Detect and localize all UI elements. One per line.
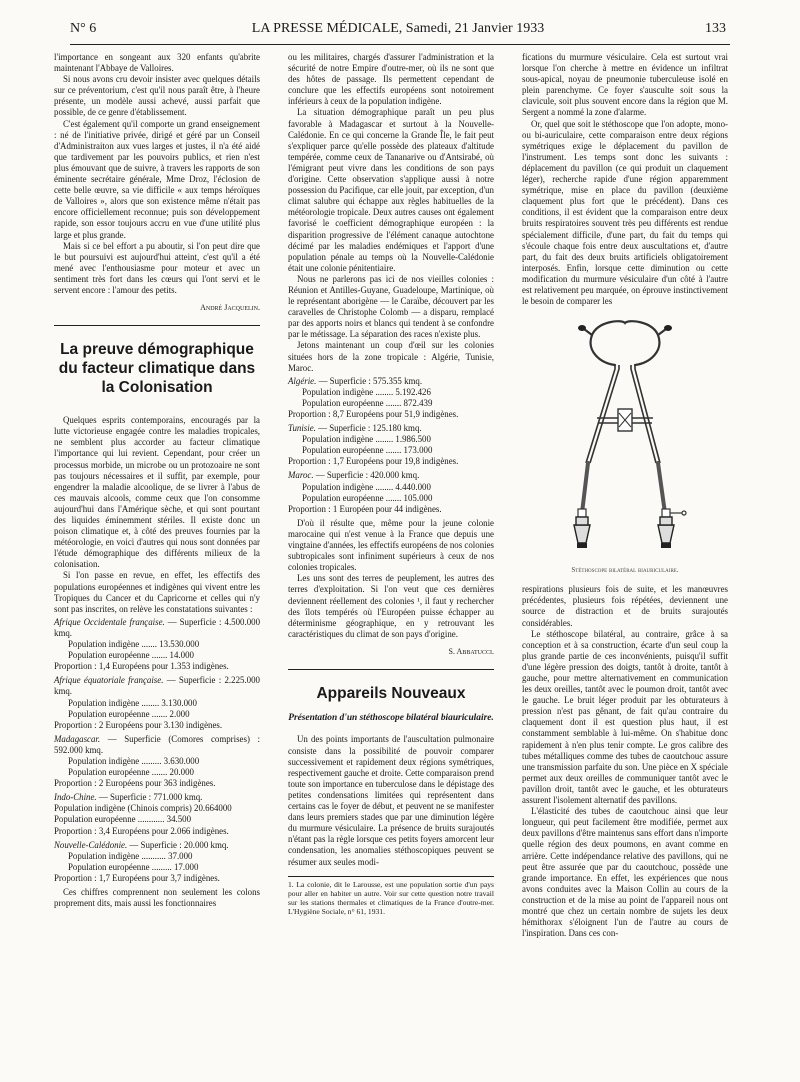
stat-name: Tunisie. (288, 423, 316, 434)
stat-european: Population européenne ....... 20.000 (68, 767, 194, 778)
stat-indigenous: Population indigène (Chinois compris) 20.664000 (54, 803, 232, 814)
paragraph: D'où il résulte que, même pour la jeune colonie marocaine qui n'est venue à la France que depuis une vingtaine d'années, les effectifs européens de nos colonies subtropicales sont infiniment supérieurs à ceux de nos colonies tropicales. (288, 517, 494, 573)
stat-european: Population européenne ....... 872.439 (302, 397, 433, 408)
paragraph: Le stéthoscope bilatéral, au contraire, grâce à sa conception et à sa construction, écarte d'un seul coup la plus grande partie de ces inconvénients, puisqu'il suffit d'une légère pression des doigts, tantôt à droite, tantôt à gauche, pour mettre alternativement en communication les deux oreilles, tantôt avec le poumon droit, tantôt avec le gauche. Le bruit léger produit par les obturateurs à pression n'est pas gênant, de fait qu'au contraire du claquement dont il est question plus haut, il est constamment semblable à lui-même. On s'habitue donc rapidement à n'en plus tenir compte. Le gros calibre des tubes métalliques comme des tubes de caoutchouc assure une transmission parfaite du son. Une pièce en X spéciale permet aux deux oreilles de communiquer tantôt avec le pavillon droit, tantôt avec le gauche, et les obturateurs assurent l'isolement alternatif des pavillons. (522, 628, 728, 806)
paragraph: Si nous avons cru devoir insister avec quelques détails sur ce préventorium, c'est qu'il nous paraît être, à l'heure présente, un modèle aussi achevé, aussi parfait que possible, de ce genre d'établissement. (54, 74, 260, 118)
article-subtitle: Présentation d'un stéthoscope bilatéral biauriculaire. (288, 712, 494, 723)
stat-area: — Superficie : 20.000 kmq. (127, 839, 229, 850)
stat-proportion: Proportion : 1,4 Européens pour 1.353 indigènes. (54, 661, 229, 672)
stat-area: — Superficie : 771.000 kmq. (96, 792, 203, 803)
column-right (522, 52, 728, 939)
stat-european: Population européenne ....... 173.000 (302, 445, 433, 456)
author-signature: S. Abbatucci. (448, 646, 494, 656)
journal-title: LA PRESSE MÉDICALE, Samedi, 21 Janvier 1933 (251, 21, 545, 36)
paragraph: La situation démographique paraît un peu plus favorable à Madagascar et surtout à la Nouvelle-Calédonie. En ce qui concerne la Grande Île, le fait peut s'expliquer parce qu'elle possède des plateaux d'altitude tempérée, comme ceux de Tananarive ou d'Antsirabé, où l'émigrant peut vivre dans les conditions de son pays d'origine. Cette observation s'applique aussi à notre possession du Pacifique, car elle jouit, par exception, d'un climat salubre qui échappe aux règles habituelles de la météorologie tropicale. Deux autres causes ont également favorisé le coefficient démographique européen : la disparition progressive de l'élément canaque autochtone décimé par les maladies endémiques et l'apport d'une population pénale au temps où la Nouvelle-Calédonie était une colonie pénitentiaire. (288, 107, 494, 273)
paragraph: Ces chiffres comprennent non seulement les colons proprement dits, mais aussi les fonctionnaires (54, 887, 260, 909)
paragraph: Si l'on passe en revue, en effet, les effectifs des populations européennes et indigènes qui vivent entre les Tropiques du Cancer et du Capricorne et celles qui n'y sont pas inscrites, on relève les constatations suivantes : (54, 570, 260, 614)
paragraph: Mais si ce bel effort a pu aboutir, si l'on peut dire que le but poursuivi est aujourd'hui atteint, c'est qu'il a été mené avec l'enthousiasme pour moteur et avec un sentiment très fort dans les cœurs qui l'ont servi et le servent encore : l'amour des petits. (54, 240, 260, 295)
stat-indigenous: Population indigène ......... 3.630.000 (68, 755, 200, 766)
stat-block (288, 423, 494, 467)
section-divider (288, 669, 494, 670)
stat-indigenous: Population indigène ........ 1.986.500 (302, 434, 431, 445)
paragraph: respirations plusieurs fois de suite, et les manœuvres précédentes, plusieurs fois répétées, deviennent une source de distraction et de bruits surajoutés considérables. (522, 584, 728, 628)
stat-block (288, 376, 494, 420)
header-rule (70, 44, 730, 45)
stat-area: — Superficie : 4.500.000 kmq. (54, 616, 261, 638)
paragraph: Un des points importants de l'auscultation pulmonaire consiste dans la possibilité de pouvoir comparer successivement et rapidement deux régions symétriques, respectivement gauche et droite. Cette comparaison prend toute son importance en tuberculose dans le dépistage des petites condensations limitées qui représentent dans certains cas le foyer de début, et peuvent ne se manifester dans leurs premiers stades que par une diminution légère du murmure vésiculaire. La présence de bruits surajoutés n'étant pas la règle lorsque ces petits foyers amorcent leur condensation, les anomalies stéthoscopiques peuvent se résumer aux seules modi- (288, 734, 494, 867)
stat-name: Nouvelle-Calédonie. (54, 839, 128, 850)
section-divider (54, 325, 260, 326)
stat-name: Afrique équatoriale française. (54, 675, 164, 686)
stat-proportion: Proportion : 2 Européens pour 3.130 indigènes. (54, 719, 223, 730)
stat-name: Madagascar. (54, 733, 101, 744)
stat-european: Population européenne ............ 34.500 (54, 814, 192, 825)
footnote: 1. La colonie, dit le Larousse, est une population sortie d'un pays pour aller en habiter un autre. Voir sur cette question notre travail sur les stations thermales et climatiques de la France d'outre-mer. L'Hygiène Sociale, n° 61, 1931. (288, 876, 494, 917)
stat-name: Indo-Chine. (54, 792, 97, 803)
stat-european: Population européenne ....... 14.000 (68, 650, 194, 661)
stat-area: — Superficie : 125.180 kmq. (315, 423, 422, 434)
stat-area: — Superficie : 2.225.000 kmq. (54, 675, 260, 697)
column-left (54, 52, 260, 909)
article-title: Appareils Nouveaux (316, 684, 466, 702)
stat-name: Algérie. (288, 375, 317, 386)
stat-proportion: Proportion : 1,7 Européens pour 19,8 indigènes. (288, 456, 459, 467)
running-header (70, 21, 726, 43)
stat-area: — Superficie : 575.355 kmq. (316, 375, 423, 386)
paragraph: Or, quel que soit le stéthoscope que l'on adopte, mono- ou bi-auriculaire, cette comparaison entre deux régions symétriques exige le déplacement du pavillon de l'instrument. Les temps sont donc les suivants : déplacement du pavillon (ce qui produit un claquement léger), recherche rapide d'une région apparemment symétrique, mise en place du pavillon (deuxième claquement plus fort que le précédent). Dans ces conditions, il est évident que la comparaison entre deux bruits respiratoires souvent très peu différents est rendue spécialement difficile, d'une part, du fait du temps qui s'écoule chaque fois entre deux auscultations et, d'autre part, du fait des deux bruits artificiels obligatoirement interposés. Enfin, lorsque cette diminution ou cette modification du murmure vésiculaire d'un côté à l'autre est relativement peu marquée, on éprouve instinctivement le besoin de comparer les (522, 118, 728, 307)
stat-block (288, 470, 494, 514)
page-number: 133 (705, 21, 726, 36)
stat-block (54, 675, 260, 730)
stethoscope-icon (522, 313, 728, 563)
stat-area: — Superficie (Comores comprises) : 592.000 kmq. (54, 733, 260, 755)
stat-proportion: Proportion : 3,4 Européens pour 2.066 indigènes. (54, 825, 229, 836)
stat-indigenous: Population indigène ........... 37.000 (68, 850, 193, 861)
stat-proportion: Proportion : 8,7 Européens pour 51,9 indigènes. (288, 409, 459, 419)
figure-caption: Stéthoscope bilatéral biauriculaire. (571, 566, 679, 575)
stat-indigenous: Population indigène ........ 4.440.000 (302, 481, 431, 492)
paragraph: Nous ne parlerons pas ici de nos vieilles colonies : Réunion et Antilles-Guyane, Guadeloupe, Martinique, où le représentant aborigène — le Caraïbe, découvert par les caravelles de Christophe Colomb — a disparu, remplacé par des apports noirs et blancs qui tendent à se confondre par le métissage. La séparation des races n'existe plus. (288, 273, 494, 340)
stat-block (54, 840, 260, 884)
article-title: La preuve démographique du facteur climatique dans la Colonisation (58, 341, 256, 397)
stat-european: Population européenne ....... 2.000 (68, 708, 190, 719)
stat-block (54, 792, 260, 836)
stat-name: Afrique Occidentale française. (54, 616, 165, 627)
paragraph: ou les militaires, chargés d'assurer l'administration et la sécurité de notre Empire d'outre-mer, où ils ne sont que des hôtes de passage. Ils permettent cependant de conclure que les effectifs européens sont notoirement inférieurs à ceux de la population indigène. (288, 52, 494, 107)
column-middle (288, 52, 494, 916)
stat-indigenous: Population indigène ........ 5.192.426 (302, 386, 431, 397)
stat-name: Maroc. (288, 470, 314, 481)
stat-block (54, 617, 260, 672)
stat-indigenous: Population indigène ........ 3.130.000 (68, 697, 197, 708)
stat-proportion: Proportion : 1,7 Européens pour 3,7 indigènes. (54, 872, 220, 883)
stat-european: Population européenne ......... 17.000 (68, 861, 199, 872)
paragraph: C'est également qu'il comporte un grand enseignement : né de l'initiative privée, dirigé et géré par un Conseil d'Administraiton aux vues larges et justes, il n'a été aidé que tardivement par les pouvoirs publics, et rien n'est plus émouvant que de suivre, à travers les rapports de son éminente secrétaire générale, Mme Droz, l'éclosion de cette belle œuvre, sa vie difficile « aux temps héroïques de Valloires », alors que son existence même n'était pas encore officiellement reconnue; puis son développement rapide, son essor toujours accru en vue d'une utilité plus large et plus grande. (54, 118, 260, 240)
author-signature: André Jacquelin. (200, 303, 260, 313)
stat-european: Population européenne ....... 105.000 (302, 492, 433, 503)
stat-block (54, 734, 260, 789)
stat-indigenous: Population indigène ....... 13.530.000 (68, 639, 200, 650)
issue-number: N° 6 (70, 21, 97, 36)
paragraph: Les uns sont des terres de peuplement, les autres des terres d'exploitation. Si l'on veut que ces dernières deviennent réellement des colonies ¹, il faut y rechercher des îlots tempérés où l'Européen puisse échapper au déterminisme géographique, en y retrouvant les caractéristiques du climat de son pays d'origine. (288, 573, 494, 639)
stat-proportion: Proportion : 2 Européens pour 363 indigènes. (54, 778, 216, 789)
stat-proportion: Proportion : 1 Européen pour 44 indigènes. (288, 503, 442, 514)
paragraph: fications du murmure vésiculaire. Cela est surtout vrai lorsque l'on cherche à mettre en évidence un infiltrat sous-apical, noyau de pneumonie tuberculeuse isolé en plein parenchyme. Ce foyer s'ausculte soit sous la clavicule, soit plus souvent encore dans la région que M. Sergent a nommé la zone d'alarme. (522, 52, 728, 118)
paragraph: L'élasticité des tubes de caoutchouc ainsi que leur longueur, qui peut facilement être modifiée, permet aux deux pavillons d'être maintenus sans effort dans n'importe quelle région des deux poumons, en avant comme en arrière. Cette indépendance relative des pavillons, qui ne peut être assurée que par du caoutchouc, possède une grande importance. En effet, les expériences que nous avons conduites avec la Maison Collin au cours de la construction et de la mise au point de l'appareil nous ont montré que chez un certain nombre de sujets les deux hémithorax s'éloignent l'un de l'autre au cours de l'inspiration. Dans ces con- (522, 806, 728, 939)
paragraph: l'importance en songeant aux 320 enfants qu'abrite maintenant l'Abbaye de Valloires. (54, 52, 260, 74)
stethoscope-illustration (522, 313, 728, 563)
paragraph: Jetons maintenant un coup d'œil sur les colonies situées hors de la zone tropicale : Algérie, Tunisie, Maroc. (288, 340, 494, 373)
paragraph: Quelques esprits contemporains, encouragés par la lutte victorieuse engagée contre les maladies tropicales, ne semblent plus accorder au facteur climatique l'importance qui lui revient. Cependant, pour créer un processus morbide, un microbe ou un protozoaire ne sont pas toujours nécessaires et il suffit, par exemple, pour engendrer la maladie alcoolique, de se livrer à l'abus de ces mauvais alcools, comme ceux que l'on consomme aujourd'hui dans l'Amérique sèche, et qui sont pourtant des liquides éminemment stériles. Il existe donc un poison climatique et, à côté des preuves fournies par la météorologie, en voici d'autres qui nous sont données par l'étude démographique des différents milieux de la colonisation. (54, 415, 260, 570)
stat-area: — Superficie : 420.000 kmq. (313, 470, 420, 481)
